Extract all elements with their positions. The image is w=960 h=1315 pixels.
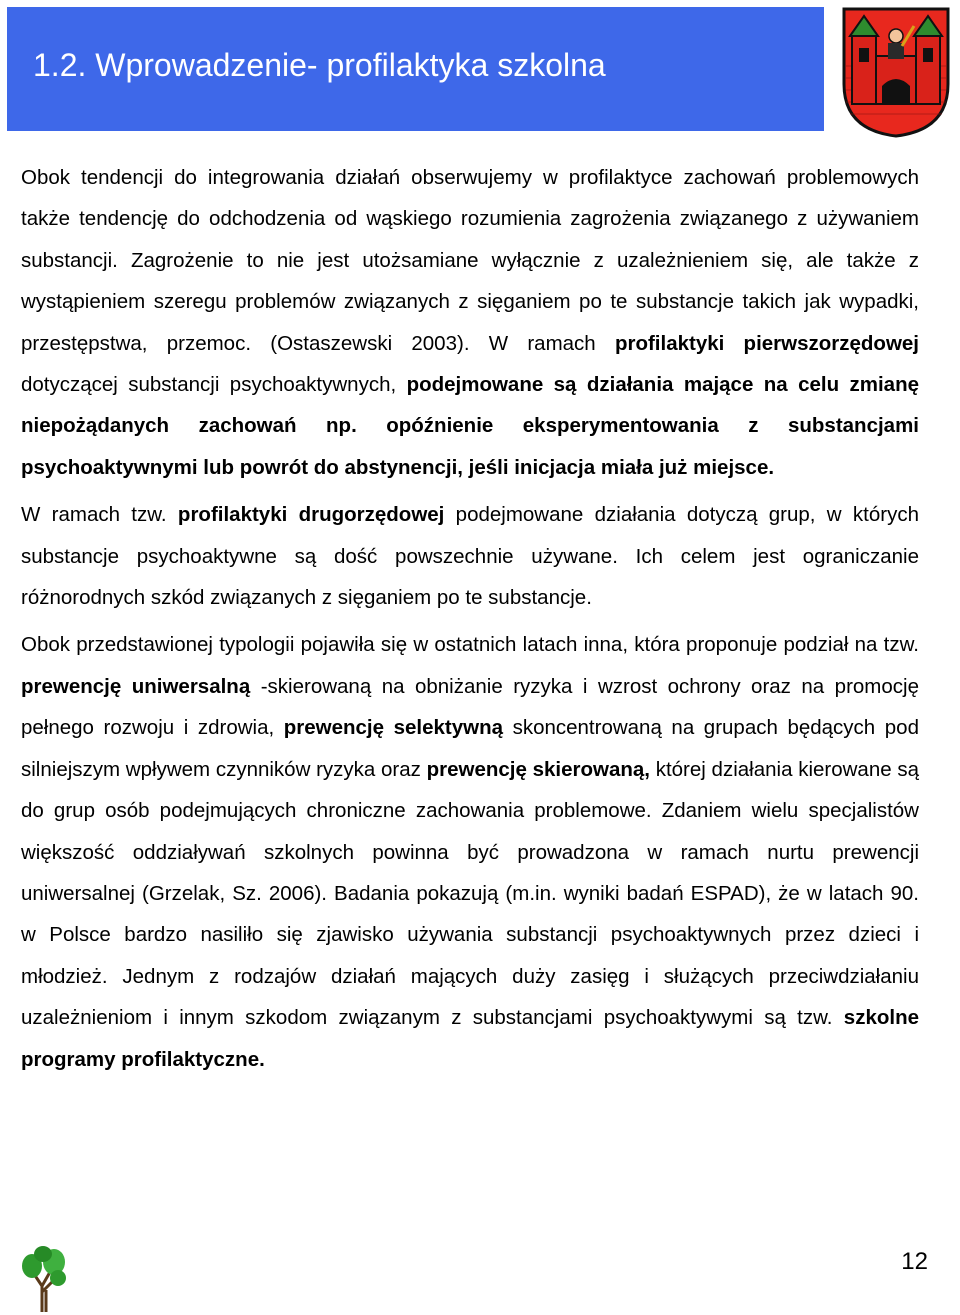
paragraph-secondary-prevention	[21, 494, 919, 618]
bold-term: prewencję skierowaną,	[426, 757, 650, 781]
text-span: -skierowaną na obniżanie ryzyka i wzrost ochrony oraz na promocję pełnego rozwoju i zdrowia,	[21, 674, 919, 740]
text-span: Obok przedstawionej typologii pojawiła się w ostatnich latach inna, która proponuje podział na tzw.	[21, 633, 919, 657]
text-span: Obok tendencji do integrowania działań obserwujemy w profilaktyce zachowań problemowych także tendencję do odchodzenia od wąskiego rozumienia zagrożenia związanego z używaniem substancji. Zagrożenie to nie jest utożsamiane wyłącznie z uzależnieniem się, ale także z wystąpieniem szeregu problemów związanych z sięganiem po te substancje takich jak wypadki, przestępstwa, przemoc. (Ostaszewski 2003). W ramach	[21, 166, 919, 355]
text-span: dotyczącej substancji psychoaktywnych,	[21, 373, 407, 397]
bold-term: podejmowane są działania mające na celu zmianę niepożądanych zachowań np. opóźnienie eksperymentowania z substancjami psychoaktywnymi lub powrót do abstynencji, jeśli inicjacja miała już miejsce.	[21, 373, 919, 479]
bold-term: prewencję selektywną	[283, 716, 503, 740]
section-title: 1.2. Wprowadzenie- profilaktyka szkolna	[33, 47, 606, 83]
bold-term: szkolne programy profilaktyczne.	[21, 1006, 919, 1071]
text-span: której działania kierowane są do grup osób podejmujących chroniczne zachowania problemowe. Zdaniem wielu specjalistów większość oddziaływań szkolnych powinna być prowadzona w ramach nurtu prewencji uniwersalnej (Grzelak, Sz. 2006). Badania pokazują (m.in. wyniki badań ESPAD), że w latach 90. w Polsce bardzo nasiliło się zjawisko używania substancji psychoaktywnych przez dzieci i młodzież. Jednym z rodzajów działań mających duży zasięg i służących przeciwdziałaniu uzależnieniom i innym szkodom związanym z substancjami psychoaktywymi są tzw.	[21, 757, 919, 1030]
page-number: 12	[901, 1248, 928, 1275]
bold-term: profilaktyki drugorzędowej	[177, 503, 445, 527]
bold-term: profilaktyki pierwszorzędowej	[614, 331, 919, 355]
header-banner	[7, 7, 824, 131]
tree-logo-icon	[20, 1246, 68, 1312]
text-span: podejmowane działania dotyczą grup, w których substancje psychoaktywne są dość powszechnie używane. Ich celem jest ograniczanie różnorodnych szkód związanych z sięganiem po te substancje.	[21, 503, 919, 610]
bold-term: prewencję uniwersalną	[21, 674, 251, 698]
main-text	[21, 157, 919, 1086]
paragraph-prevention-typology	[21, 624, 919, 1079]
paragraph-primary-prevention	[21, 157, 919, 488]
coat-of-arms-icon	[840, 6, 952, 138]
text-span: skoncentrowaną na grupach będących pod silniejszym wpływem czynników ryzyka oraz	[21, 716, 919, 781]
text-span: W ramach tzw.	[21, 503, 178, 527]
